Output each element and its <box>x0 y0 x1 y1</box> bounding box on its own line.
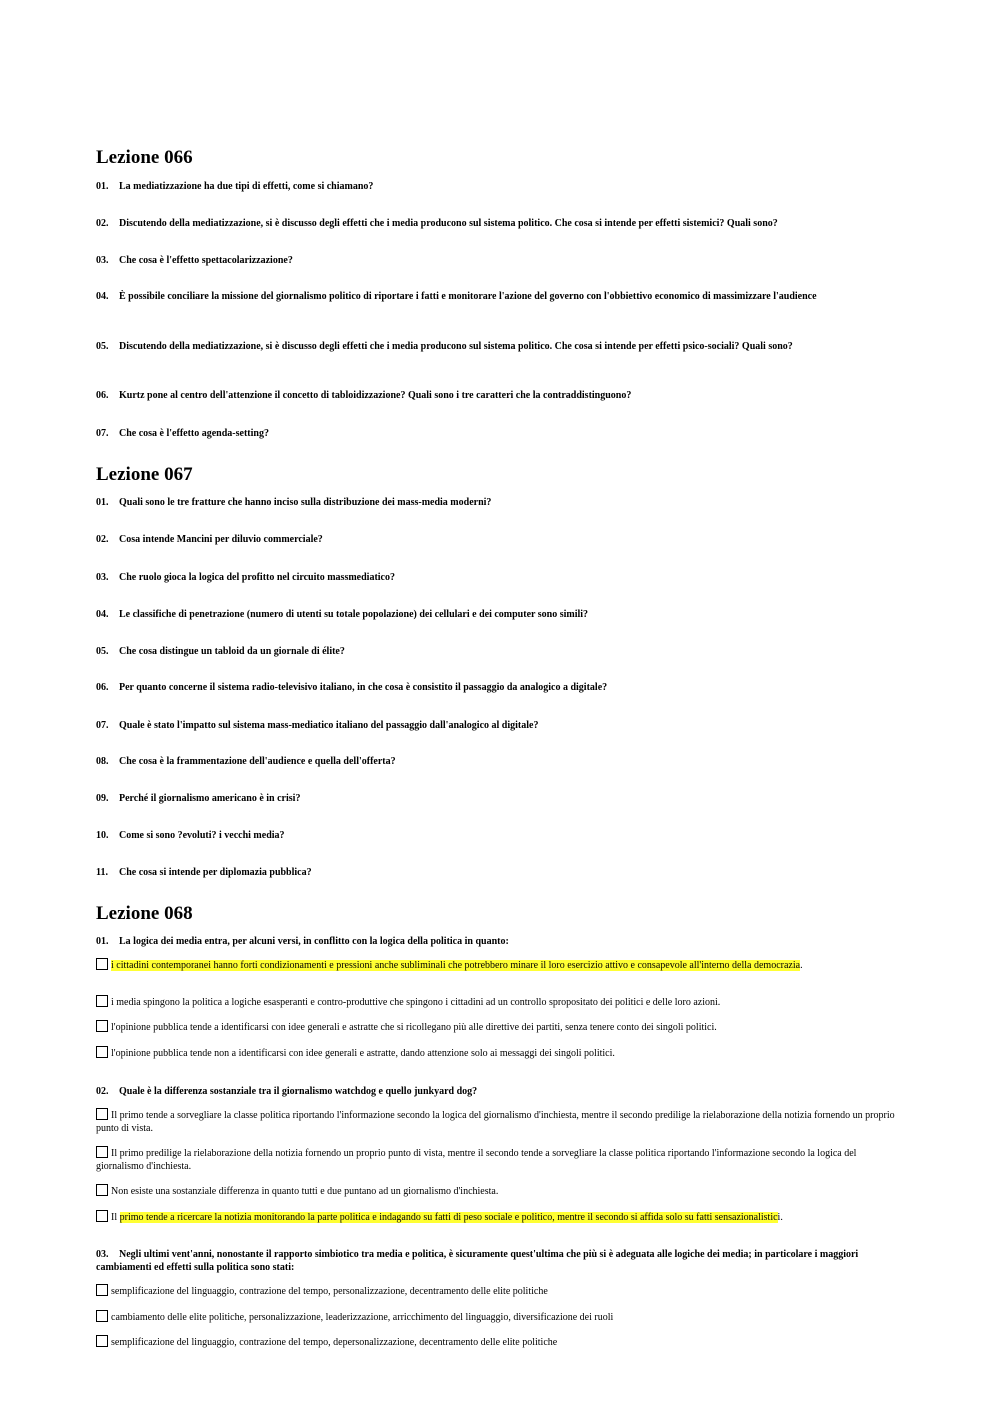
option-text: Il primo tende a sorvegliare la classe politica riportando l'informazione secondo la logica del giornalismo d'inchiesta, mentre il secondo predilige la rielaborazione della notizia fornendo un proprio punto di vista. <box>96 1110 895 1134</box>
question <box>96 254 896 267</box>
option-text: semplificazione del linguaggio, contrazione del tempo, depersonalizzazione, decentramento delle elite politiche <box>111 1337 558 1348</box>
question-text: Quale è stato l'impatto sul sistema mass-mediatico italiano del passaggio dall'analogico al digitale? <box>119 720 539 731</box>
question-number: 06. <box>96 390 109 401</box>
question <box>96 533 896 546</box>
answer-checkbox[interactable] <box>96 1146 108 1158</box>
question-text: Discutendo della mediatizzazione, si è discusso degli effetti che i media producono sul sistema politico. Che cosa si intende per effetti sistemici? Quali sono? <box>119 218 778 229</box>
answer-checkbox[interactable] <box>96 958 108 970</box>
lesson-title: Lezione 067 <box>96 464 193 485</box>
question-number: 02. <box>96 218 109 229</box>
question <box>96 792 896 805</box>
answer-checkbox[interactable] <box>96 1108 108 1120</box>
question-number: 04. <box>96 609 109 620</box>
lesson-title: Lezione 068 <box>96 903 193 924</box>
question-number: 07. <box>96 428 109 439</box>
highlighted-answer-text: primo tende a ricercare la notizia monitorando la parte politica e indagando su fatti di peso sociale e politico, mentre il secondo si affida solo su fatti sensazionalistic <box>119 1212 778 1223</box>
question-text: Che cosa è la frammentazione dell'audience e quella dell'offerta? <box>119 756 396 767</box>
question-number: 03. <box>96 572 109 583</box>
question-text: Perché il giornalismo americano è in crisi? <box>119 793 301 804</box>
question-text: La logica dei media entra, per alcuni versi, in conflitto con la logica della politica in quanto: <box>119 936 509 947</box>
question-number: 02. <box>96 534 109 545</box>
question <box>96 1248 896 1274</box>
question <box>96 389 896 402</box>
question-number: 01. <box>96 181 109 192</box>
question-number: 10. <box>96 830 109 841</box>
option-text: . <box>800 960 803 971</box>
question <box>96 681 896 694</box>
question <box>96 217 896 230</box>
answer-option <box>96 958 896 972</box>
answer-option <box>96 1108 896 1135</box>
option-text: Il primo predilige la rielaborazione della notizia fornendo un proprio punto di vista, mentre il secondo tende a sorvegliare la classe politica riportando l'informazione secondo la logica del giornalismo d'inchiesta. <box>96 1148 857 1172</box>
question-text: Che cosa è l'effetto spettacolarizzazione? <box>119 255 293 266</box>
lesson-title: Lezione 066 <box>96 147 193 168</box>
answer-checkbox[interactable] <box>96 1284 108 1296</box>
question-text: Come si sono ?evoluti? i vecchi media? <box>119 830 285 841</box>
question <box>96 496 896 509</box>
question <box>96 719 896 732</box>
question <box>96 427 896 440</box>
option-text: l'opinione pubblica tende non a identificarsi con idee generali e astratte, dando attenzione solo ai messaggi dei singoli politici. <box>111 1048 615 1059</box>
question-number: 01. <box>96 497 109 508</box>
highlighted-answer-text: i cittadini contemporanei hanno forti condizionamenti e pressioni anche subliminali che potrebbero minare il loro esercizio attivo e consapevole all'interno della democrazia <box>111 960 801 971</box>
question-number: 01. <box>96 936 109 947</box>
question-number: 08. <box>96 756 109 767</box>
question <box>96 866 896 879</box>
question-number: 05. <box>96 646 109 657</box>
question-text: Per quanto concerne il sistema radio-televisivo italiano, in che cosa è consistito il passaggio da analogico a digitale? <box>119 682 608 693</box>
answer-option <box>96 1335 896 1349</box>
answer-checkbox[interactable] <box>96 1020 108 1032</box>
question-number: 05. <box>96 341 109 352</box>
question-text: Quali sono le tre fratture che hanno inciso sulla distribuzione dei mass-media moderni? <box>119 497 492 508</box>
question-number: 11. <box>96 867 108 878</box>
answer-option <box>96 1146 896 1173</box>
question-text: Che cosa si intende per diplomazia pubblica? <box>119 867 312 878</box>
question-text: Discutendo della mediatizzazione, si è discusso degli effetti che i media producono sul sistema politico. Che cosa si intende per effetti psico-sociali? Quali sono? <box>119 341 793 352</box>
question <box>96 571 896 584</box>
answer-option <box>96 1310 896 1324</box>
answer-option <box>96 1184 896 1198</box>
option-text: Il <box>111 1212 120 1223</box>
question <box>96 290 896 303</box>
question-number: 03. <box>96 1249 109 1260</box>
answer-option <box>96 995 896 1009</box>
question-number: 07. <box>96 720 109 731</box>
question <box>96 829 896 842</box>
question <box>96 608 896 621</box>
question-text: Che cosa è l'effetto agenda-setting? <box>119 428 269 439</box>
answer-checkbox[interactable] <box>96 1310 108 1322</box>
answer-checkbox[interactable] <box>96 1184 108 1196</box>
question-number: 03. <box>96 255 109 266</box>
question-text: Negli ultimi vent'anni, nonostante il rapporto simbiotico tra media e politica, è sicuramente quest'ultima che più si è adeguata alle logiche dei media; in particolare i maggiori cambiamenti ed effetti sulla politica sono stati: <box>96 1249 859 1273</box>
answer-option <box>96 1046 896 1060</box>
question <box>96 180 896 193</box>
answer-checkbox[interactable] <box>96 1210 108 1222</box>
question <box>96 935 896 948</box>
question-text: È possibile conciliare la missione del giornalismo politico di riportare i fatti e monitorare l'azione del governo con l'obbiettivo economico di massimizzare l'audience <box>119 291 817 302</box>
question-number: 04. <box>96 291 109 302</box>
answer-option <box>96 1020 896 1034</box>
answer-checkbox[interactable] <box>96 1335 108 1347</box>
option-text: Non esiste una sostanziale differenza in quanto tutti e due puntano ad un giornalismo d'inchiesta. <box>111 1186 499 1197</box>
option-text: semplificazione del linguaggio, contrazione del tempo, personalizzazione, decentramento delle elite politiche <box>111 1286 548 1297</box>
question <box>96 755 896 768</box>
question-text: Che cosa distingue un tabloid da un giornale di élite? <box>119 646 345 657</box>
question <box>96 645 896 658</box>
question-number: 02. <box>96 1086 109 1097</box>
answer-option <box>96 1210 906 1224</box>
option-text: cambiamento delle elite politiche, personalizzazione, leaderizzazione, arricchimento del linguaggio, diversificazione dei ruoli <box>111 1312 614 1323</box>
question-text: La mediatizzazione ha due tipi di effetti, come si chiamano? <box>119 181 374 192</box>
answer-checkbox[interactable] <box>96 995 108 1007</box>
question <box>96 340 896 353</box>
question-text: Che ruolo gioca la logica del profitto nel circuito massmediatico? <box>119 572 395 583</box>
answer-option <box>96 1284 896 1298</box>
answer-checkbox[interactable] <box>96 1046 108 1058</box>
question-text: Quale è la differenza sostanziale tra il giornalismo watchdog e quello junkyard dog? <box>119 1086 478 1097</box>
option-text: i. <box>777 1212 783 1223</box>
question-text: Kurtz pone al centro dell'attenzione il concetto di tabloidizzazione? Quali sono i tre caratteri che la contraddistinguono? <box>119 390 632 401</box>
option-text: i media spingono la politica a logiche esasperanti e contro-produttive che spingono i cittadini ad un controllo spropositato dei politici e delle loro azioni. <box>111 997 721 1008</box>
question-text: Cosa intende Mancini per diluvio commerciale? <box>119 534 323 545</box>
question-number: 09. <box>96 793 109 804</box>
question-number: 06. <box>96 682 109 693</box>
option-text: l'opinione pubblica tende a identificarsi con idee generali e astratte che si ricollegano più alle direttive dei partiti, senza tenere conto dei singoli politici. <box>111 1022 717 1033</box>
question <box>96 1085 896 1098</box>
question-text: Le classifiche di penetrazione (numero di utenti su totale popolazione) dei cellulari e dei computer sono simili? <box>119 609 589 620</box>
